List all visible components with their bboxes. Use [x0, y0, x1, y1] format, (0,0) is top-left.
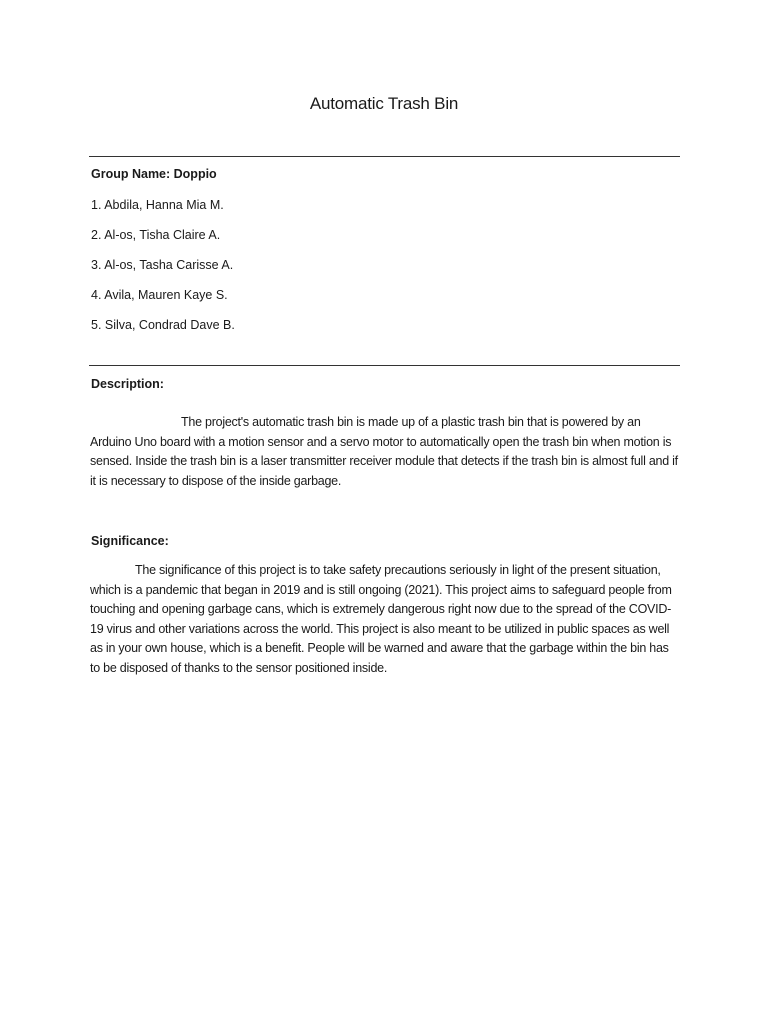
member-item: 3. Al-os, Tasha Carisse A.	[91, 258, 234, 272]
middle-divider	[89, 365, 680, 366]
description-paragraph: The project's automatic trash bin is made up of a plastic trash bin that is powered by an Arduino Uno board with a motion sensor and a servo motor to automatically open the trash bin when motion is sensed. Inside the trash bin is a laser transmitter receiver module that detects if the trash bin is almost full and if it is necessary to dispose of the inside garbage.	[90, 415, 678, 488]
member-item: 4. Avila, Mauren Kaye S.	[91, 288, 228, 302]
top-divider	[89, 156, 680, 157]
group-name: Group Name: Doppio	[91, 167, 217, 181]
member-item: 1. Abdila, Hanna Mia M.	[91, 198, 224, 212]
significance-paragraph: The significance of this project is to take safety precautions seriously in light of the present situation, which is a pandemic that began in 2019 and is still ongoing (2021). This project aims to safeguard people from touching and opening garbage cans, which is extremely dangerous right now due to the spread of the COVID-19 virus and other variations across the world. This project is also meant to be utilized in public spaces as well as in your own house, which is a benefit. People will be warned and aware that the garbage within the bin has to be disposed of thanks to the sensor positioned inside.	[90, 563, 672, 675]
member-item: 5. Silva, Condrad Dave B.	[91, 318, 235, 332]
member-item: 2. Al-os, Tisha Claire A.	[91, 228, 221, 242]
member-list	[91, 197, 235, 347]
significance-heading: Significance:	[91, 534, 169, 548]
description-heading: Description:	[91, 377, 164, 391]
document-title: Automatic Trash Bin	[309, 94, 459, 113]
